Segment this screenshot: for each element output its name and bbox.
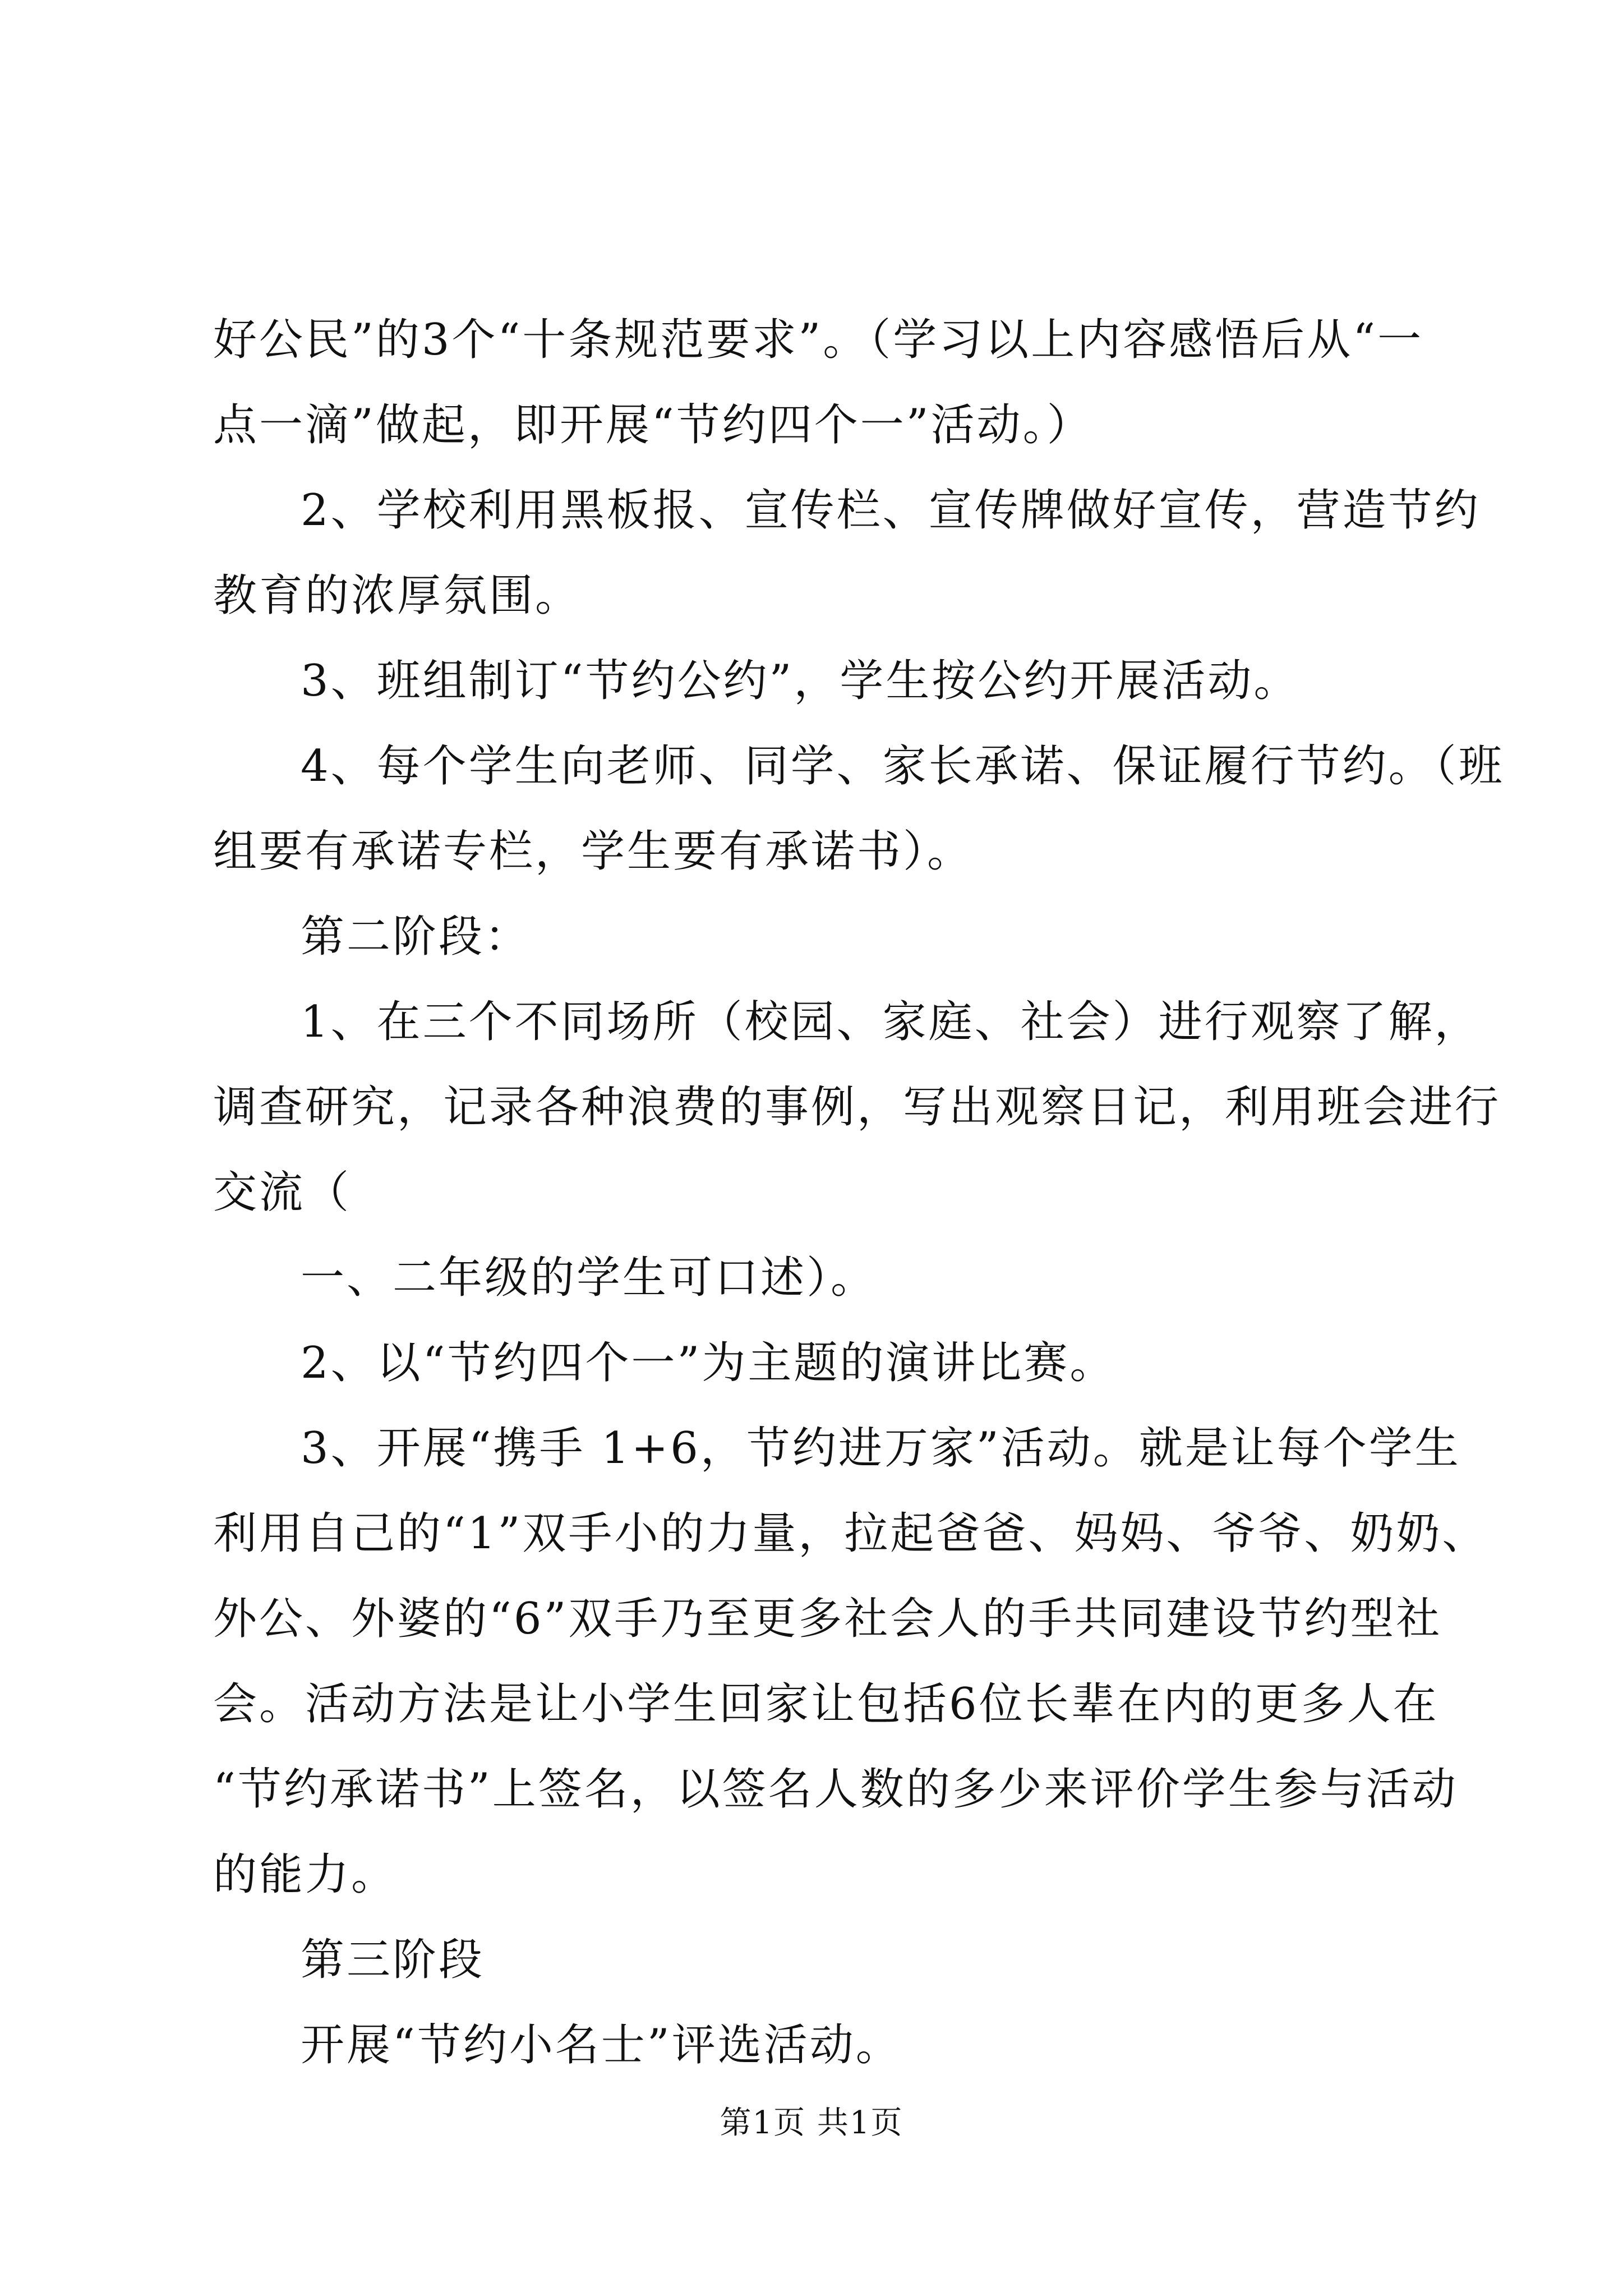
text-line: 的能力。 (213, 1849, 398, 1900)
text-line: “节约承诺书”上签名，以签名人数的多少来评价学生参与活动 (213, 1764, 1458, 1815)
text-line: 开展“节约小名士”评选活动。 (301, 2020, 902, 2070)
text-line: 好公民”的3个“十条规范要求”。（学习以上内容感悟后从“一 (213, 315, 1424, 365)
text-line: 2、学校利用黑板报、宣传栏、宣传牌做好宣传，营造节约 (301, 485, 1481, 536)
text-line: 3、班组制订“节约公约”，学生按公约开展活动。 (301, 656, 1300, 706)
text-line: 一、二年级的学生可口述）。 (301, 1253, 877, 1303)
text-line: 组要有承诺专栏，学生要有承诺书）。 (213, 826, 974, 877)
text-line: 调查研究，记录各种浪费的事例，写出观察日记，利用班会进行 (213, 1082, 1501, 1133)
text-line: 2、以“节约四个一”为主题的演讲比赛。 (301, 1338, 1116, 1388)
text-line: 外公、外婆的“6”双手乃至更多社会人的手共同建设节约型社 (213, 1594, 1442, 1644)
text-line: 会。活动方法是让小学生回家让包括6位长辈在内的更多人在 (213, 1679, 1439, 1729)
document-body (213, 297, 1505, 2088)
text-line: 利用自己的“1”双手小的力量，拉起爸爸、妈妈、爷爷、奶奶、 (213, 1508, 1488, 1559)
page-footer: 第1页 共1页 (720, 2105, 903, 2141)
section-heading: 第三阶段 (301, 1935, 485, 1985)
text-line: 交流（ (213, 1167, 352, 1218)
section-heading: 第二阶段： (301, 912, 531, 962)
text-line: 教育的浓厚氛围。 (213, 570, 582, 621)
text-line: 4、每个学生向老师、同学、家长承诺、保证履行节约。（班 (301, 741, 1505, 792)
text-line: 1、在三个不同场所（校园、家庭、社会）进行观察了解， (301, 997, 1481, 1047)
text-line: 点一滴”做起，即开展“节约四个一”活动。） (213, 400, 1093, 450)
text-line: 3、开展“携手 1+6，节约进万家”活动。就是让每个学生 (301, 1423, 1461, 1474)
